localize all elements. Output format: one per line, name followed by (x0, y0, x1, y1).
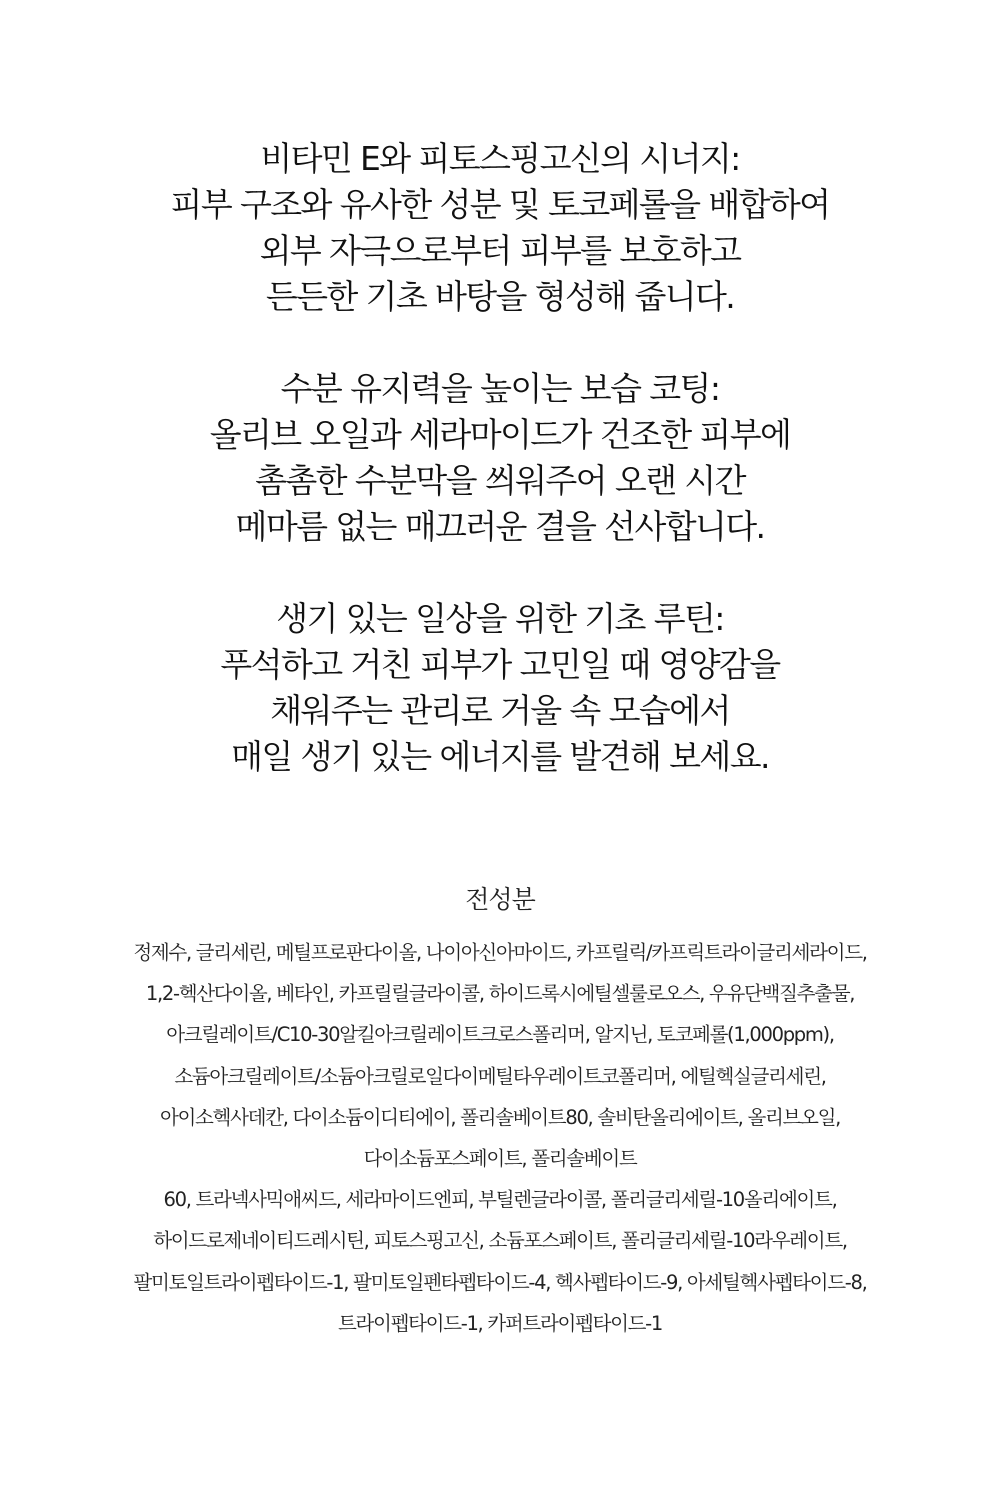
feature-text-line: 푸석하고 거친 피부가 고민일 때 영양감을 (220, 645, 780, 684)
feature-text-line: 메마름 없는 매끄러운 결을 선사합니다. (235, 507, 765, 546)
ingredient-line: 정제수, 글리세린, 메틸프로판다이올, 나이아신아마이드, 카프릴릭/카프릭트라이글리세라이드, (133, 941, 867, 964)
ingredient-line: 팔미토일트라이펩타이드-1, 팔미토일펜타펩타이드-4, 헥사펩타이드-9, 아세틸헥사펩타이드-8, (133, 1270, 867, 1294)
ingredient-line: 소듐아크릴레이트/소듐아크릴로일다이메틸타우레이트코폴리머, 에틸헥실글리세린, (174, 1064, 826, 1088)
ingredient-line: 아이소헥사데칸, 다이소듐이디티에이, 폴리솔베이트80, 솔비탄올리에이트, 올리브오일, (159, 1105, 841, 1129)
feature-text-line: 올리브 오일과 세라마이드가 건조한 피부에 (209, 415, 791, 454)
feature-heading: 비타민 E와 피토스핑고신의 시너지: (260, 139, 740, 178)
ingredient-line: 아크릴레이트/C10-30알킬아크릴레이트크로스폴리머, 알지닌, 토코페롤(1,000ppm), (166, 1023, 834, 1047)
ingredient-line: 트라이펩타이드-1, 카퍼트라이펩타이드-1 (337, 1311, 663, 1335)
feature-text-line: 채워주는 관리로 거울 속 모습에서 (270, 691, 730, 730)
feature-text-line: 외부 자극으로부터 피부를 보호하고 (259, 231, 741, 270)
feature-block-moisture (0, 366, 1000, 550)
ingredients-title: 전성분 (465, 885, 535, 914)
ingredient-line: 1,2-헥산다이올, 베타인, 카프릴릴글라이콜, 하이드록시에틸셀룰로오스, 우유단백질추출물, (145, 982, 855, 1006)
feature-text-line: 피부 구조와 유사한 성분 및 토코페롤을 배합하여 (170, 185, 830, 224)
ingredients-section (0, 880, 1000, 1344)
feature-block-vitamin-e (0, 136, 1000, 320)
feature-text-line: 매일 생기 있는 에너지를 발견해 보세요. (231, 737, 769, 776)
feature-text-line: 든든한 기초 바탕을 형성해 줍니다. (265, 277, 735, 316)
feature-descriptions (0, 136, 1000, 826)
feature-heading: 수분 유지력을 높이는 보습 코팅: (280, 369, 720, 408)
feature-heading: 생기 있는 일상을 위한 기초 루틴: (276, 599, 724, 638)
ingredient-line: 다이소듐포스페이트, 폴리솔베이트 (363, 1147, 637, 1171)
feature-block-routine (0, 596, 1000, 780)
feature-text-line: 촘촘한 수분막을 씌워주어 오랜 시간 (255, 461, 745, 500)
ingredient-line: 하이드로제네이티드레시틴, 피토스핑고신, 소듐포스페이트, 폴리글리세릴-10라우레이트, (153, 1229, 847, 1253)
ingredient-line: 60, 트라넥사믹애씨드, 세라마이드엔피, 부틸렌글라이콜, 폴리글리세릴-10올리에이트, (163, 1188, 837, 1212)
